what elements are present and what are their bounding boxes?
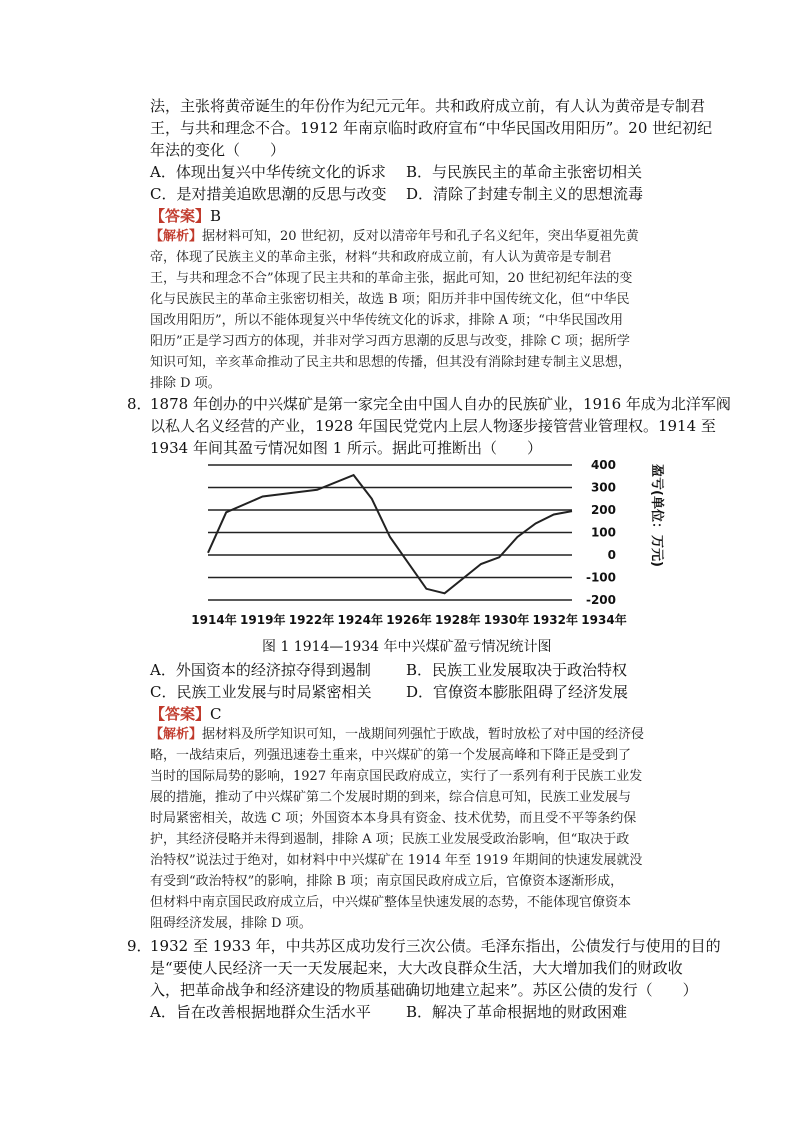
- q9-stem-line-2: 是“要使人民经济一天一天发展起来，大大改良群众生活，大大增加我们的财政收: [150, 959, 683, 977]
- x-tick-label: 1922年: [288, 613, 335, 627]
- q8-analysis-line-1: 【解析】据材料及所学知识可知，一战期间列强忙于欧战，暂时放松了对中国的经济侵: [150, 727, 645, 742]
- q8-stem-line-2: 以私人名义经营的产业，1928 年国民党党内上层人物逐步接管营业管理权。1914 至: [150, 417, 716, 435]
- q9-option-b[interactable]: B．解决了革命根据地的财政困难: [406, 1003, 628, 1021]
- q8-analysis-line-2: 略，一战结束后，列强迅速卷土重来，中兴煤矿的第一个发展高峰和下降正是受到了: [150, 748, 632, 763]
- x-tick-label: 1934年: [581, 613, 627, 627]
- q8-option-a[interactable]: A．外国资本的经济掠夺得到遏制: [150, 661, 371, 679]
- x-tick-label: 1924年: [337, 613, 383, 627]
- q8-analysis-line-3: 当时的国际局势的影响，1927 年南京国民政府成立，实行了一系列有利于民族工业发: [150, 769, 643, 784]
- q7-stem-line-1: 法，主张将黄帝诞生的年份作为纪元元年。共和政府成立前，有人认为黄帝是专制君: [150, 97, 706, 115]
- q7-analysis-line-1: 【解析】据材料可知，20 世纪初，反对以清帝年号和孔子名义纪年，突出华夏祖先黄: [150, 229, 639, 244]
- answer-value: B: [210, 207, 222, 225]
- x-tick-label: 1919年: [240, 613, 286, 627]
- x-tick-label: 1928年: [435, 613, 481, 627]
- q8-analysis-line-4: 展的措施，推动了中兴煤矿第二个发展时期的到来，综合信息可知，民族工业发展与: [150, 790, 632, 805]
- x-axis-ticks: [191, 612, 626, 627]
- q8-stem-line-3: 1934 年间其盈亏情况如图 1 所示。据此可推断出（ ）: [150, 439, 543, 457]
- profit-loss-line: [208, 475, 572, 593]
- q7-option-d[interactable]: D．清除了封建专制主义的思想流毒: [406, 185, 644, 203]
- q9-stem-line-1: 1932 至 1933 年，中共苏区成功发行三次公债。毛泽东指出，公债发行与使用的目的: [150, 937, 721, 955]
- y-tick-label: 400: [590, 458, 616, 472]
- q7-option-b[interactable]: B．与民族民主的革命主张密切相关: [406, 163, 643, 181]
- y-tick-label: 200: [590, 503, 616, 517]
- q8-answer: [150, 704, 222, 724]
- answer-value: C: [210, 705, 222, 723]
- analysis-label: 【解析】: [150, 229, 203, 244]
- q8-option-c[interactable]: C．民族工业发展与时局紧密相关: [150, 683, 372, 701]
- q7-stem-line-3: 年法的变化（ ）: [150, 141, 286, 159]
- q8-analysis-line-6: 护，其经济侵略并未得到遏制，排除 A 项；民族工业发展受政治影响，但“取决于政: [150, 832, 630, 847]
- analysis-label: 【解析】: [150, 727, 203, 742]
- q9-stem-line-3: 入，把革命战争和经济建设的物质基础确切地建立起来”。苏区公债的发行（ ）: [150, 981, 698, 999]
- figure-caption: 图 1 1914—1934 年中兴煤矿盈亏情况统计图: [262, 639, 552, 655]
- q7-stem-line-2: 王，与共和理念不合。1912 年南京临时政府宣布“中华民国改用阳历”。20 世纪初纪: [150, 119, 713, 137]
- q8-option-b[interactable]: B．民族工业发展取决于政治特权: [406, 661, 628, 679]
- y-tick-label: -100: [585, 570, 616, 585]
- x-tick-label: 1926年: [386, 613, 432, 627]
- q7-answer: [150, 206, 221, 226]
- q7-option-c[interactable]: C．是对措美追欧思潮的反思与改变: [150, 185, 387, 203]
- x-tick-label: 1932年: [532, 613, 578, 627]
- q8-analysis-line-10: 阻碍经济发展，排除 D 项。: [150, 916, 312, 931]
- y-tick-label: -200: [585, 593, 616, 607]
- answer-label: 【答案】: [150, 207, 211, 225]
- q8-number: 8．: [127, 395, 152, 413]
- q7-analysis-line-8: 排除 D 项。: [150, 376, 221, 391]
- y-tick-label: 300: [590, 480, 616, 495]
- answer-label: 【答案】: [150, 705, 211, 723]
- q8-analysis-line-5: 时局紧密相关，故选 C 项；外国资本本身具有资金、技术优势，而且受不平等条约保: [150, 811, 637, 826]
- q7-analysis-line-6: 阳历”正是学习西方的体现，并非对学习西方思潮的反思与改变，排除 C 项；据所学: [150, 334, 630, 349]
- q7-analysis-line-7: 知识可知，辛亥革命推动了民主共和思想的传播，但其没有消除封建专制主义思想，: [150, 355, 632, 370]
- q7-analysis-line-3: 王，与共和理念不合”体现了民主共和的革命主张，据此可知，20 世纪初纪年法的变: [150, 271, 633, 286]
- q7-analysis-line-4: 化与民族民主的革命主张密切相关，故选 B 项；阳历并非中国传统文化，但“中华民: [150, 292, 630, 307]
- y-tick-label: 0: [607, 548, 616, 562]
- y-axis-ticks: [586, 458, 616, 607]
- profit-loss-chart: [190, 456, 670, 632]
- y-axis-label: 盈亏(单位：万元): [649, 464, 664, 567]
- x-tick-label: 1930年: [483, 613, 530, 627]
- q8-analysis-line-9: 但材料中南京国民政府成立后，中兴煤矿整体呈快速发展的态势，不能体现官僚资本: [150, 895, 632, 910]
- x-tick-label: 1914年: [191, 613, 237, 627]
- chart-grid: [208, 465, 572, 600]
- q9-number: 9．: [127, 937, 152, 955]
- q8-option-d[interactable]: D．官僚资本膨胀阻碍了经济发展: [406, 683, 629, 701]
- q7-option-a[interactable]: A．体现出复兴中华传统文化的诉求: [150, 163, 386, 181]
- q8-analysis-line-7: 治特权”说法过于绝对，如材料中中兴煤矿在 1914 年至 1919 年期间的快速发展就没: [150, 853, 643, 868]
- y-tick-label: 100: [590, 525, 616, 540]
- q8-analysis-line-8: 有受到“政治特权”的影响，排除 B 项；南京国民政府成立后，官僚资本逐渐形成，: [150, 874, 624, 889]
- q7-analysis-line-5: 国改用阳历”，所以不能体现复兴中华传统文化的诉求，排除 A 项；“中华民国改用: [150, 313, 623, 328]
- q8-stem-line-1: 1878 年创办的中兴煤矿是第一家完全由中国人自办的民族矿业，1916 年成为北洋军阀: [150, 395, 731, 413]
- q9-option-a[interactable]: A．旨在改善根据地群众生活水平: [150, 1003, 371, 1021]
- q7-analysis-line-2: 帝，体现了民族主义的革命主张，材料“共和政府成立前，有人认为黄帝是专制君: [150, 250, 612, 265]
